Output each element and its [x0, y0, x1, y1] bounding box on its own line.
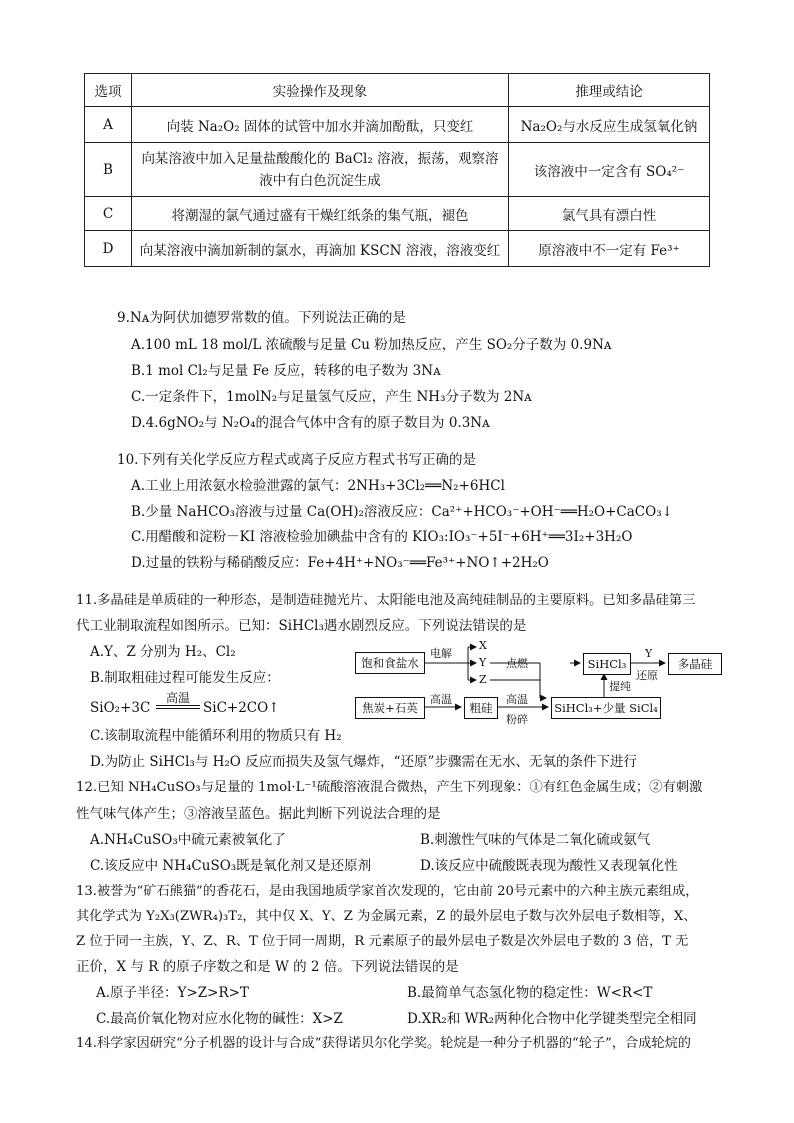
row-operation: 向某溶液中滴加新制的氯水，再滴加 KSCN 溶液，溶液变红 — [132, 231, 509, 267]
flow-label-x: X — [479, 639, 487, 652]
q12-option-a: A.NH₄CuSO₃中硫元素被氧化了 — [90, 832, 286, 848]
flow-label-purify: 提纯 — [609, 680, 631, 693]
header-option: 选项 — [85, 74, 132, 107]
flow-label-electrolysis: 电解 — [430, 647, 452, 660]
q14-stem-line1: 14.科学家因研究“分子机器的设计与合成”获得诺贝尔化学奖。轮烷是一种分子机器的“轮子”，合成轮烷的 — [76, 1036, 691, 1051]
q11-option-d: D.为防止 SiHCl₃与 H₂O 反应而损失及氢气爆炸，“还原”步骤需在无水、无氧的条件下进行 — [90, 754, 637, 770]
q13-option-c: C.最高价氧化物对应水化物的碱性：X>Z — [96, 1011, 343, 1027]
flow-label-reduce: 还原 — [636, 669, 658, 682]
q13-stem-line2: 其化学式为 Y₂X₃(ZWR₄)₃T₂，其中仅 X、Y、Z 为金属元素，Z 的最外层电子数与次外层电子数相等，X、 — [76, 909, 697, 924]
q12-option-b: B.刺激性气味的气体是二氧化硫或氨气 — [420, 832, 651, 848]
flow-label-z: Z — [479, 673, 487, 686]
flow-box-crude-si: 粗硅 — [464, 697, 498, 719]
flow-label-crush: 粉碎 — [506, 713, 528, 726]
flow-box-sihcl3-sicl4: SiHCl₃+少量 SiCl₄ — [551, 697, 661, 719]
flow-box-polysilicon: 多晶硅 — [668, 653, 722, 675]
q11-stem-line1: 11.多晶硅是单质硅的一种形态，是制造硅抛光片、太阳能电池及高纯硅制品的主要原料。已知多晶硅第三 — [76, 593, 696, 608]
row-operation: 向装 Na₂O₂ 固体的试管中加水并滴加酚酞，只变红 — [132, 107, 509, 143]
header-conclusion: 推理或结论 — [509, 74, 710, 107]
q9-option-c: C.一定条件下，1molN₂与足量氢气反应，产生 NH₃分子数为 2Nᴀ — [131, 389, 532, 405]
q11-option-a: A.Y、Z 分别为 H₂、Cl₂ — [90, 644, 236, 660]
q13-option-d: D.XR₂和 WR₂两种化合物中化学键类型完全相同 — [407, 1011, 697, 1027]
q12-option-c: C.该反应中 NH₄CuSO₃既是氧化剂又是还原剂 — [90, 858, 372, 874]
q12-option-d: D.该反应中硫酸既表现为酸性又表现氧化性 — [420, 858, 678, 874]
q10-option-a: A.工业上用浓氨水检验泄露的氯气：2NH₃+3Cl₂══N₂+6HCl — [131, 478, 505, 494]
q10-option-c: C.用醋酸和淀粉－KI 溶液检验加碘盐中含有的 KIO₃:IO₃⁻+5I⁻+6H⁺══3I₂+3H₂O — [131, 529, 633, 545]
row-operation-line1: 向某溶液中加入足量盐酸酸化的 BaCl₂ 溶液，振荡，观察溶 — [141, 150, 499, 167]
q13-stem-line1: 13.被誉为“矿石熊猫”的香花石，是由我国地质学家首次发现的，它由前 20号元素中的六种主族元素组成， — [76, 884, 699, 899]
header-operation: 实验操作及现象 — [132, 74, 509, 107]
row-option: B — [85, 143, 132, 197]
q12-stem-line2: 性气味气体产生；③溶液呈蓝色。据此判断下列说法合理的是 — [76, 806, 441, 822]
q9-stem: 9.Nᴀ为阿伏加德罗常数的值。下列说法正确的是 — [117, 310, 406, 326]
row-conclusion: 原溶液中不一定有 Fe³⁺ — [509, 231, 710, 267]
q13-option-b: B.最简单气态氢化物的稳定性：W<R<T — [407, 985, 653, 1001]
flow-label-y: Y — [479, 656, 487, 669]
row-option: D — [85, 231, 132, 267]
q11-option-c: C.该制取流程中能循环利用的物质只有 H₂ — [90, 728, 342, 744]
q11-equation-condition: 高温 — [166, 691, 191, 705]
q13-stem-line3: Z 位于同一主族，Y、Z、R、T 位于同一周期，R 元素原子的最外层电子数是次外层电子数的 3 倍，T 无 — [76, 934, 689, 949]
q10-option-d: D.过量的铁粉与稀硝酸反应：Fe+4H⁺+NO₃⁻══Fe³⁺+NO↑+2H₂O — [131, 555, 549, 571]
row-conclusion: 该溶液中一定含有 SO₄²⁻ — [509, 143, 710, 197]
flow-box-sihcl3: SiHCl₃ — [583, 653, 631, 675]
row-operation-line2: 液中有白色沉淀生成 — [259, 172, 381, 189]
row-option: A — [85, 107, 132, 143]
row-option: C — [85, 197, 132, 231]
q10-option-b: B.少量 NaHCO₃溶液与过量 Ca(OH)₂溶液反应：Ca²⁺+HCO₃⁻+OH⁻══H₂O+CaCO₃↓ — [131, 504, 673, 520]
flow-label-high-temp-2: 高温 — [506, 693, 528, 706]
flow-label-high-temp-1: 高温 — [430, 693, 452, 706]
q9-option-a: A.100 mL 18 mol/L 浓硫酸与足量 Cu 粉加热反应，产生 SO₂分子数为 0.9Nᴀ — [131, 337, 612, 353]
q11-equation-right: SiC+2CO↑ — [203, 700, 280, 716]
row-conclusion: 氯气具有漂白性 — [509, 197, 710, 231]
flow-box-brine: 饱和食盐水 — [355, 652, 425, 674]
q9-option-b: B.1 mol Cl₂与足量 Fe 反应，转移的电子数为 3Nᴀ — [131, 363, 441, 379]
q13-option-a: A.原子半径：Y>Z>R>T — [96, 985, 249, 1001]
q13-stem-line4: 正价，X 与 R 的原子序数之和是 W 的 2 倍。下列说法错误的是 — [76, 959, 459, 975]
row-operation: 将潮湿的氯气通过盛有干燥红纸条的集气瓶，褪色 — [132, 197, 509, 231]
q12-stem-line1: 12.已知 NH₄CuSO₃与足量的 1mol·L⁻¹硫酸溶液混合微热，产生下列现象：①有红色金属生成；②有刺激 — [76, 780, 703, 795]
q11-option-b: B.制取粗硅过程可能发生反应： — [90, 670, 280, 686]
row-conclusion: Na₂O₂与水反应生成氢氧化钠 — [509, 107, 710, 143]
q11-stem-line2: 代工业制取流程如图所示。已知：SiHCl₃遇水剧烈反应。下列说法错误的是 — [76, 618, 527, 634]
flow-label-ignite: 点燃 — [506, 657, 528, 670]
q11-equation-left: SiO₂+3C — [90, 700, 151, 716]
q9-option-d: D.4.6gNO₂与 N₂O₄的混合气体中含有的原子数目为 0.3Nᴀ — [131, 415, 490, 431]
flow-label-y-input: Y — [645, 647, 653, 660]
flow-box-coke-quartz: 焦炭+石英 — [355, 697, 425, 719]
q10-stem: 10.下列有关化学反应方程式或离子反应方程式书写正确的是 — [117, 452, 476, 468]
